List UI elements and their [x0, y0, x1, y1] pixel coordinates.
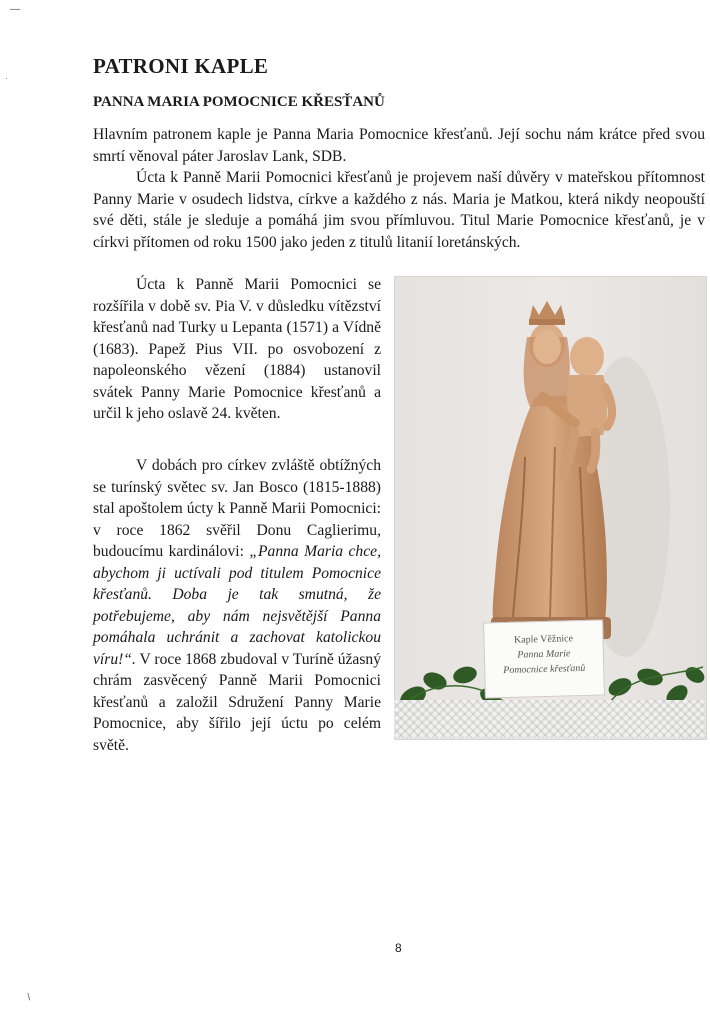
bosco-quote: „Panna Maria chce, abychom ji uctívali pod titulem Pomocnice křesťanů. Doba je tak smutná, že potřebujeme, aby nám nejsvětější Panna pomáhala uchránit a zachovat katolickou víru!“.	[93, 543, 381, 668]
paragraph-bosco-end: V roce 1868 zbudoval v Turíně úžasný chrám zasvěcený Panně Marii Pomocnici křesťanů a založil Sdružení Panny Marie Pomocnice, aby šířilo její úctu po celém světě.	[93, 650, 381, 754]
card-line-3: Pomocnice křesťanů	[503, 662, 586, 677]
paragraph-history: Úcta k Panně Marii Pomocnici se rozšířila v době sv. Pia V. v důsledku vítězství křesťanů nad Turky u Lepanta (1571) a Vídně (1683). Papež Pius VII. po osvobození z napoleonského vězení (1884) ustanovil svátek Panny Marie Pomocnice křesťanů a určil k jeho oslavě 24. květen.	[93, 276, 381, 422]
page-title: PATRONI KAPLE	[93, 54, 269, 78]
card-line-1: Kaple Věžnice	[513, 633, 574, 646]
scan-mark: /	[25, 992, 34, 1003]
paragraph-bosco	[93, 455, 381, 756]
scan-mark: —	[10, 4, 20, 15]
page-number: 8	[395, 941, 402, 955]
scan-mark: ·	[5, 74, 8, 83]
lace-cloth	[394, 700, 705, 738]
paragraph-bosco-start: V dobách pro církev zvláště obtížných se turínský světec sv. Jan Bosco (1815-1888) stal apoštolem úcty k Panně Marii Pomocnici: v roce 1862 svěřil Donu Caglierimu, budoucímu kardinálovi:	[93, 457, 381, 560]
paragraph-devotion: Úcta k Panně Marii Pomocnici křesťanů je projevem naší důvěry v mateřskou přítomnost Panny Marie v osudech lidstva, církve a každého z nás. Maria je Matkou, která nikdy neopouští své děti, stále je sleduje a pomáhá jim svou přímluvou. Titul Marie Pomocnice křesťanů, je v církvi přítomen od roku 1500 jako jeden z titulů litanií loretánských.	[93, 169, 705, 251]
name-card	[483, 619, 605, 698]
paragraph-intro: Hlavním patronem kaple je Panna Maria Pomocnice křesťanů. Její sochu nám krátce před svou smrtí věnoval páter Jaroslav Lank, SDB.	[93, 126, 705, 165]
section-heading: PANNA MARIA POMOCNICE KŘESŤANŮ	[93, 94, 385, 110]
card-line-2: Panna Marie	[517, 648, 571, 661]
